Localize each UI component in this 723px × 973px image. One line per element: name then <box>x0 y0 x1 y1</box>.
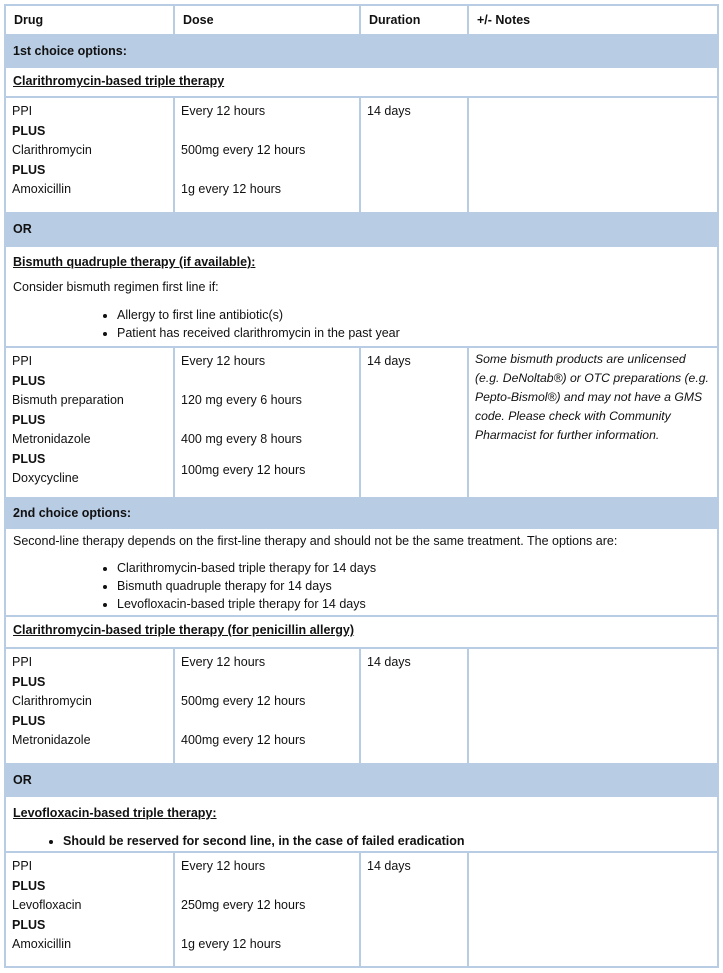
section-row-or <box>6 214 717 247</box>
table-header-row <box>6 6 717 36</box>
second-line-options-list <box>13 559 710 613</box>
duration-cell <box>361 649 469 763</box>
plus-line: PLUS <box>12 878 46 893</box>
section-row-second-line <box>6 529 717 617</box>
dose-line: Every 12 hours <box>181 354 266 368</box>
list-item: • Bismuth quadruple therapy for 14 days <box>117 577 710 595</box>
list-item: • Clarithromycin-based triple therapy for 14 days <box>117 559 710 577</box>
header-notes: +/- Notes <box>477 13 531 27</box>
drug-line: Amoxicillin <box>12 937 72 951</box>
bismuth-intro <box>6 247 717 346</box>
levo-intro <box>6 797 717 851</box>
section-row-pen-title <box>6 617 717 649</box>
list-item: • Should be reserved for second line, in the case of failed eradication <box>63 832 710 850</box>
duration-value: 14 days <box>367 655 411 669</box>
plus-line: PLUS <box>12 713 46 728</box>
plus-line: PLUS <box>12 123 46 138</box>
dose-cell <box>175 98 361 212</box>
plus-line: PLUS <box>12 373 46 388</box>
dose-cell <box>175 348 361 497</box>
dose-line: 400mg every 12 hours <box>181 733 306 747</box>
plus-line: PLUS <box>12 162 46 177</box>
duration-cell <box>361 853 469 966</box>
table-row <box>6 649 717 765</box>
second-line-text: Second-line therapy depends on the first-line therapy and should not be the same treatment. The options are: <box>13 534 618 548</box>
dose-line: 500mg every 12 hours <box>181 143 306 157</box>
duration-value: 14 days <box>367 354 411 368</box>
pen-title: Clarithromycin-based triple therapy (for penicillin allergy) <box>13 623 355 637</box>
list-item: • Allergy to first line antibiotic(s) <box>117 306 710 324</box>
section-row-clari-title <box>6 68 717 98</box>
duration-value: 14 days <box>367 859 411 873</box>
dose-line: Every 12 hours <box>181 104 266 118</box>
levo-title: Levofloxacin-based triple therapy: <box>13 806 217 820</box>
dose-line: 250mg every 12 hours <box>181 898 306 912</box>
drug-line: PPI <box>12 859 33 873</box>
table-row <box>6 348 717 499</box>
duration-cell <box>361 348 469 497</box>
plus-line: PLUS <box>12 917 46 932</box>
list-item: • Levofloxacin-based triple therapy for 14 days <box>117 595 710 613</box>
notes-cell <box>469 853 717 966</box>
levo-note-list <box>13 832 710 850</box>
second-line-info <box>6 529 717 615</box>
section-row-or <box>6 765 717 797</box>
drug-line: Amoxicillin <box>12 182 72 196</box>
drug-line: Clarithromycin <box>12 143 92 157</box>
dose-line: 500mg every 12 hours <box>181 694 306 708</box>
list-item: • Patient has received clarithromycin in the past year <box>117 324 710 342</box>
dose-cell <box>175 649 361 763</box>
dose-line: Every 12 hours <box>181 655 266 669</box>
plus-line: PLUS <box>12 451 46 466</box>
drug-cell <box>6 853 175 966</box>
bismuth-title: Bismuth quadruple therapy (if available): <box>13 255 256 269</box>
header-drug: Drug <box>6 6 175 34</box>
drug-line: PPI <box>12 354 33 368</box>
table-row <box>6 98 717 214</box>
section-row-bismuth-intro <box>6 247 717 348</box>
second-choice-heading: 2nd choice options: <box>6 499 717 527</box>
drug-line: Metronidazole <box>12 733 91 747</box>
dose-line: Every 12 hours <box>181 859 266 873</box>
dose-cell <box>175 853 361 966</box>
drug-line: Bismuth preparation <box>12 393 124 407</box>
duration-value: 14 days <box>367 104 411 118</box>
notes-cell <box>469 649 717 763</box>
drug-line: PPI <box>12 655 33 669</box>
bismuth-note: Some bismuth products are unlicensed (e.g. DeNoltab®) or OTC preparations (e.g. Pepto-Bismol®) and may not have a GMS code. Please check with Community Pharmacist for further information. <box>475 352 709 442</box>
drug-line: Metronidazole <box>12 432 91 446</box>
drug-line: PPI <box>12 104 33 118</box>
dose-line: 1g every 12 hours <box>181 182 282 196</box>
plus-line: PLUS <box>12 412 46 427</box>
dose-line: 1g every 12 hours <box>181 937 282 951</box>
drug-cell <box>6 98 175 212</box>
dose-line: 400 mg every 8 hours <box>181 432 302 446</box>
first-choice-heading: 1st choice options: <box>6 36 717 66</box>
dose-line: 120 mg every 6 hours <box>181 393 302 407</box>
section-row-levo-intro <box>6 797 717 853</box>
plus-line: PLUS <box>12 674 46 689</box>
clari-title: Clarithromycin-based triple therapy <box>13 74 225 88</box>
notes-cell <box>469 98 717 212</box>
regimen-table <box>4 4 719 968</box>
section-row-first-choice <box>6 36 717 68</box>
duration-cell <box>361 98 469 212</box>
bismuth-consider: Consider bismuth regimen first line if: <box>13 280 219 294</box>
drug-line: Doxycycline <box>12 471 79 485</box>
drug-cell <box>6 649 175 763</box>
drug-cell <box>6 348 175 497</box>
or-label: OR <box>6 765 717 795</box>
section-row-second-choice <box>6 499 717 529</box>
bismuth-criteria-list <box>13 306 710 342</box>
drug-line: Clarithromycin <box>12 694 92 708</box>
or-label: OR <box>6 214 717 245</box>
table-row <box>6 853 717 966</box>
header-dose: Dose <box>175 6 361 34</box>
header-duration: Duration <box>361 6 469 34</box>
dose-line: 100mg every 12 hours <box>181 462 306 477</box>
drug-line: Levofloxacin <box>12 898 82 912</box>
